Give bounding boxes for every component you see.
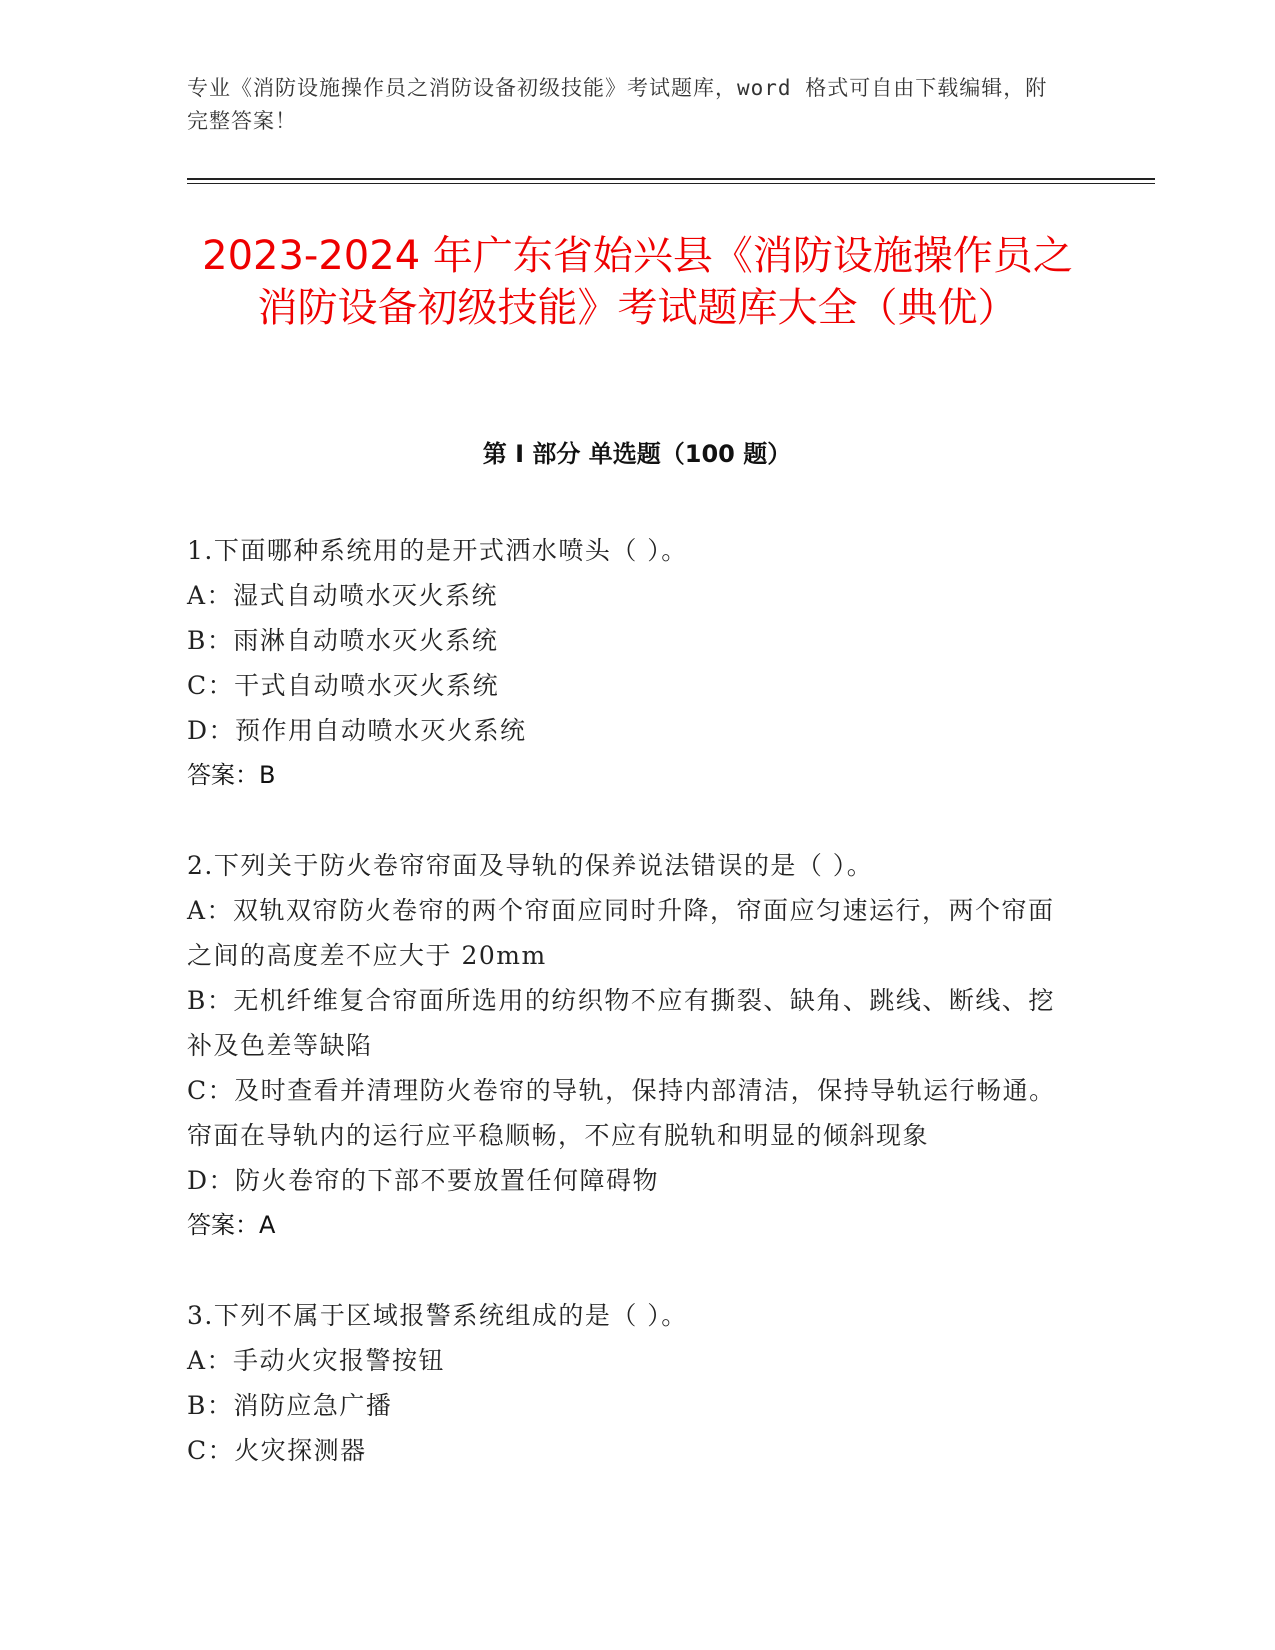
option-c: C：火灾探测器 [187,1436,367,1465]
question-stem: 3.下列不属于区域报警系统组成的是（ ）。 [187,1301,688,1330]
question-list [187,528,1072,1518]
question-stem: 2.下列关于防火卷帘帘面及导轨的保养说法错误的是（ ）。 [187,851,874,880]
answer-label: 答案：B [187,761,276,789]
option-d: D：预作用自动喷水灭火系统 [187,716,527,745]
option-a: A：双轨双帘防火卷帘的两个帘面应同时升降，帘面应匀速运行，两个帘面之间的高度差不应大于 20mm [187,896,1055,970]
option-b: B：消防应急广播 [187,1391,393,1420]
option-b: B：无机纤维复合帘面所选用的纺织物不应有撕裂、缺角、跳线、断线、挖补及色差等缺陷 [187,986,1055,1060]
header-note: 专业《消防设施操作员之消防设备初级技能》考试题库，word 格式可自由下载编辑，附完整答案！ [187,76,1048,133]
header-divider-thick [187,178,1155,180]
answer-label: 答案：A [187,1211,276,1239]
option-b: B：雨淋自动喷水灭火系统 [187,626,499,655]
option-d: D：防火卷帘的下部不要放置任何障碍物 [187,1166,660,1195]
option-c: C：及时查看并清理防火卷帘的导轨，保持内部清洁，保持导轨运行畅通。帘面在导轨内的运行应平稳顺畅，不应有脱轨和明显的倾斜现象 [187,1076,1056,1150]
question-1 [187,528,1072,798]
option-c: C：干式自动喷水灭火系统 [187,671,500,700]
question-2 [187,843,1072,1248]
option-a: A：手动火灾报警按钮 [187,1346,446,1375]
document-title: 2023-2024 年广东省始兴县《消防设施操作员之消防设备初级技能》考试题库大全（典优） [202,233,1073,331]
header-divider-thin [187,183,1155,184]
question-stem: 1.下面哪种系统用的是开式洒水喷头（ ）。 [187,536,688,565]
question-3 [187,1293,1072,1473]
section-title: 第 I 部分 单选题（100 题） [482,440,792,468]
option-a: A：湿式自动喷水灭火系统 [187,581,499,610]
